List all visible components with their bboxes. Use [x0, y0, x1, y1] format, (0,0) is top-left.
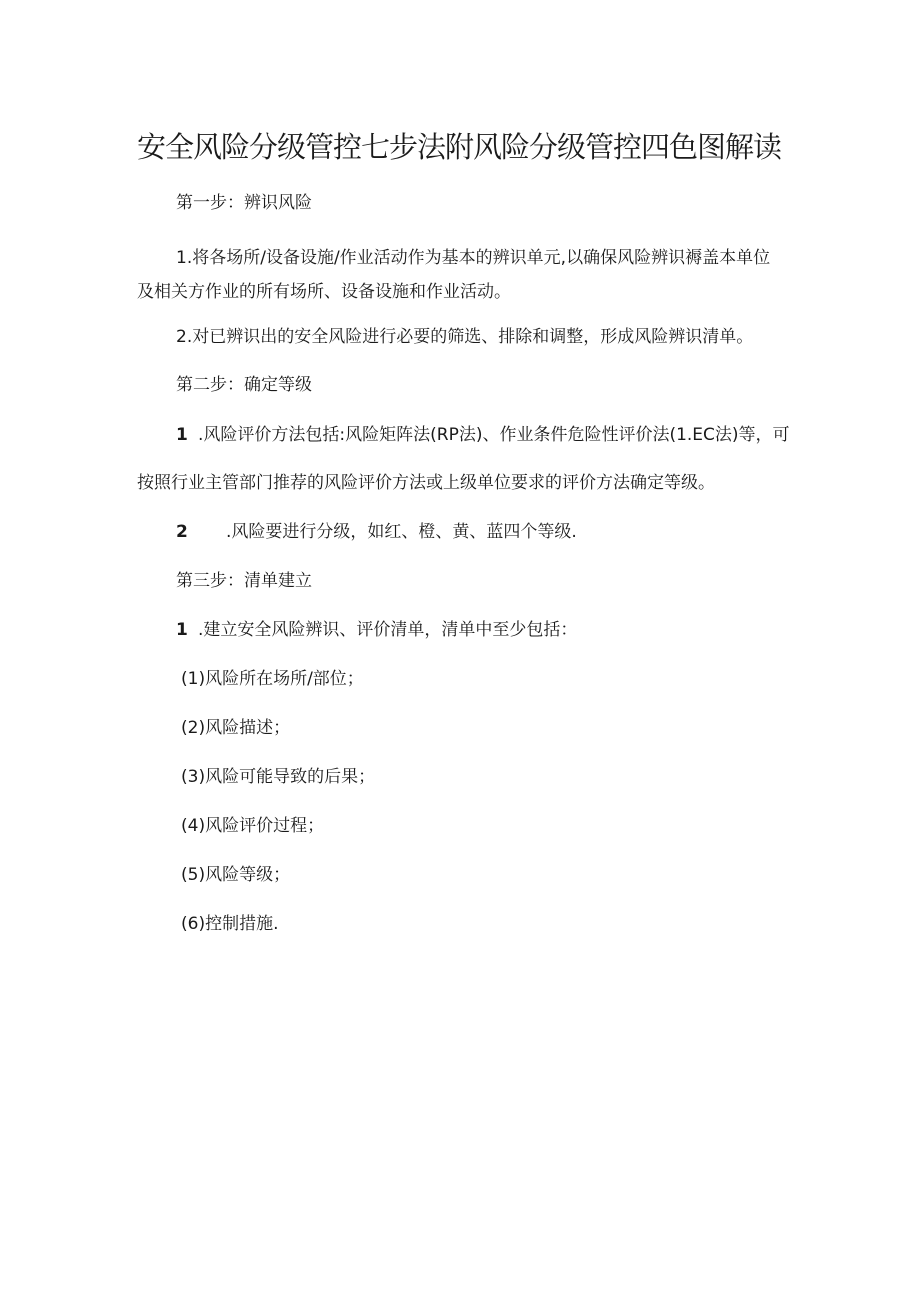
list-item: (3)风险可能导致的后果；	[181, 767, 376, 787]
step1-item1-line2: 及相关方作业的所有场所、设备设施和作业活动。	[137, 282, 511, 302]
step2-item1-text: .风险评价方法包括:风险矩阵法(RP法)、作业条件危险性评价法(1.EC法)等，可	[198, 425, 790, 445]
list-item: (1)风险所在场所/部位；	[181, 669, 364, 689]
step2-item2	[176, 524, 577, 541]
step2-heading: 第二步：确定等级	[176, 375, 312, 395]
step3-heading: 第三步：清单建立	[176, 571, 312, 591]
step1-heading: 第一步：辨识风险	[176, 193, 312, 213]
step2-item2-text: .风险要进行分级，如红、橙、黄、蓝四个等级.	[226, 522, 577, 542]
step1-item1-line1: 1.将各场所/设备设施/作业活动作为基本的辨识单元,以确保风险辨识褥盖本单位	[176, 248, 771, 268]
list-item: (5)风险等级；	[181, 865, 291, 885]
step2-item1-number: 1	[176, 425, 188, 445]
step3-item1	[176, 622, 577, 639]
step2-item2-number: 2	[176, 522, 188, 542]
step2-item1-line2: 按照行业主管部门推荐的风险评价方法或上级单位要求的评价方法确定等级。	[137, 473, 715, 493]
step3-item1-text: .建立安全风险辨识、评价清单，清单中至少包括：	[198, 620, 578, 640]
list-item: (2)风险描述；	[181, 718, 291, 738]
step2-item1-line1	[176, 427, 790, 444]
step1-item2: 2.对已辨识出的安全风险进行必要的筛选、排除和调整，形成风险辨识清单。	[176, 327, 754, 347]
list-item: (4)风险评价过程；	[181, 816, 325, 836]
page-title: 安全风险分级管控七步法附风险分级管控四色图解读	[137, 130, 782, 164]
step3-item1-number: 1	[176, 620, 188, 640]
list-item: (6)控制措施.	[181, 914, 279, 934]
